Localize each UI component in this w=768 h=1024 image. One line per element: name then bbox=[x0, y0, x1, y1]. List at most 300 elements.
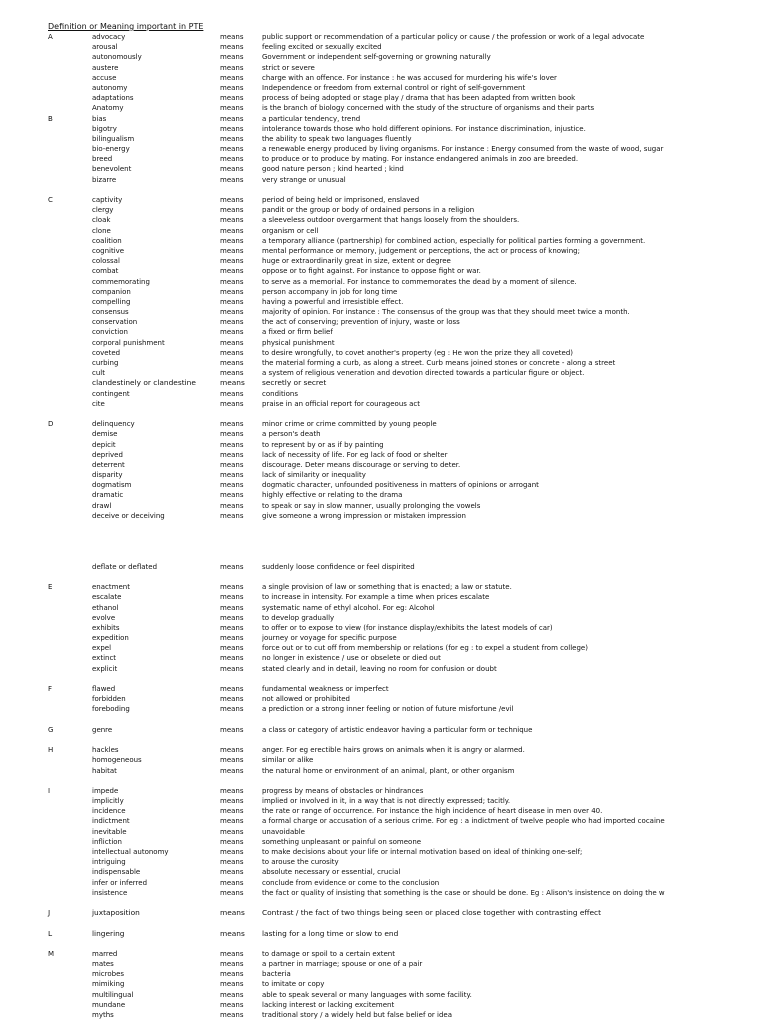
vocab-word: consensus bbox=[92, 308, 129, 317]
vocab-word: enactment bbox=[92, 583, 130, 592]
means-label: means bbox=[220, 155, 244, 164]
section-letter: B bbox=[48, 114, 53, 123]
vocab-row bbox=[0, 562, 768, 572]
means-label: means bbox=[220, 175, 244, 184]
vocab-definition: majority of opinion. For instance : The consensus of the group was that they should meet twice a month. bbox=[262, 308, 630, 317]
vocab-row bbox=[0, 144, 768, 154]
blank-row bbox=[0, 541, 768, 551]
means-label: means bbox=[220, 94, 244, 103]
vocab-row bbox=[0, 878, 768, 888]
means-label: means bbox=[220, 297, 244, 306]
blank-row bbox=[0, 572, 768, 582]
vocab-row bbox=[0, 888, 768, 898]
vocab-definition: organism or cell bbox=[262, 226, 319, 235]
vocab-definition: not allowed or prohibited bbox=[262, 695, 350, 704]
means-label: means bbox=[220, 53, 244, 62]
vocab-word: curbing bbox=[92, 359, 119, 367]
vocab-definition: praise in an official report for courageous act bbox=[262, 399, 421, 408]
vocab-row bbox=[0, 766, 768, 776]
vocab-word: bizarre bbox=[92, 175, 117, 184]
vocab-word: explicit bbox=[92, 664, 118, 673]
vocab-row bbox=[0, 684, 768, 694]
vocab-row bbox=[0, 389, 768, 399]
vocab-word: disparity bbox=[92, 471, 123, 480]
vocab-definition: oppose or to fight against. For instance to oppose fight or war. bbox=[262, 267, 481, 276]
means-label: means bbox=[220, 277, 244, 286]
vocab-row bbox=[0, 603, 768, 613]
means-label: means bbox=[220, 990, 244, 999]
means-label: means bbox=[220, 878, 244, 887]
means-label: means bbox=[220, 430, 244, 439]
vocab-word: mundane bbox=[92, 1000, 126, 1009]
vocab-word: incidence bbox=[92, 807, 126, 816]
vocab-row bbox=[0, 959, 768, 969]
vocab-word: forbidden bbox=[92, 695, 126, 704]
means-label: means bbox=[220, 287, 244, 296]
vocab-definition: traditional story / a widely held but false belief or idea bbox=[262, 1011, 453, 1019]
means-label: means bbox=[220, 63, 244, 72]
vocab-word: corporal punishment bbox=[92, 338, 165, 347]
means-label: means bbox=[220, 960, 244, 969]
vocab-definition: the rate or range of occurrence. For instance the high incidence of heart disease in men over 40. bbox=[262, 807, 603, 816]
vocab-word: benevolent bbox=[92, 165, 132, 174]
vocab-definition: to develop gradually bbox=[262, 613, 335, 622]
means-label: means bbox=[220, 928, 245, 938]
vocab-word: conservation bbox=[92, 318, 138, 327]
section-letter: I bbox=[48, 786, 51, 795]
vocab-definition: to produce or to produce by mating. For instance endangered animals in zoo are breeded. bbox=[262, 155, 579, 164]
vocab-word: genre bbox=[92, 725, 113, 734]
means-label: means bbox=[220, 450, 244, 459]
means-label: means bbox=[220, 837, 244, 846]
vocab-definition: is the branch of biology concerned with the study of the structure of organisms and their parts bbox=[262, 104, 595, 113]
means-label: means bbox=[220, 817, 244, 826]
vocab-word: juxtaposition bbox=[92, 908, 140, 918]
vocab-row bbox=[0, 348, 768, 358]
vocab-definition: minor crime or crime committed by young people bbox=[262, 420, 437, 429]
means-label: means bbox=[220, 756, 244, 765]
vocab-row bbox=[0, 990, 768, 1000]
vocab-word: cult bbox=[92, 369, 105, 378]
means-label: means bbox=[220, 73, 244, 82]
vocab-word: extinct bbox=[92, 654, 117, 663]
means-label: means bbox=[220, 562, 244, 571]
vocab-definition: person accompany in job for long time bbox=[262, 287, 398, 296]
vocab-word: arousal bbox=[92, 43, 118, 52]
vocab-word: commemorating bbox=[92, 277, 150, 286]
vocab-row bbox=[0, 704, 768, 714]
vocab-definition: anger. For eg erectible hairs grows on animals when it is angry or alarmed. bbox=[262, 746, 525, 755]
means-label: means bbox=[220, 908, 245, 918]
vocab-row bbox=[0, 164, 768, 174]
means-label: means bbox=[220, 634, 244, 643]
vocab-word: infer or inferred bbox=[92, 878, 148, 887]
vocab-definition: to arouse the curosity bbox=[262, 858, 339, 867]
vocab-definition: suddenly loose confidence or feel dispirited bbox=[262, 562, 415, 571]
vocab-word: homogeneous bbox=[92, 756, 142, 765]
vocab-row bbox=[0, 1000, 768, 1010]
vocab-definition: highly effective or relating to the drama bbox=[262, 491, 403, 500]
vocab-definition: the fact or quality of insisting that something is the case or should be done. Eg : Alison's insistence on doing the w bbox=[262, 888, 665, 897]
vocab-definition: absolute necessary or essential, crucial bbox=[262, 868, 401, 877]
vocab-word: deceive or deceiving bbox=[92, 511, 165, 520]
document-title: Definition or Meaning important in PTE bbox=[48, 22, 204, 31]
blank-row bbox=[0, 185, 768, 195]
vocab-row bbox=[0, 103, 768, 113]
vocab-row bbox=[0, 236, 768, 246]
vocab-definition: intolerance towards those who hold different opinions. For instance discrimination, injustice. bbox=[262, 124, 586, 133]
vocab-word: captivity bbox=[92, 196, 123, 204]
means-label: means bbox=[220, 216, 244, 225]
vocab-definition: fundamental weakness or imperfect bbox=[262, 685, 389, 693]
vocab-word: clandestinely or clandestine bbox=[92, 378, 196, 388]
vocab-word: lingering bbox=[92, 928, 125, 938]
vocab-definition: a fixed or firm belief bbox=[262, 328, 333, 337]
vocab-row bbox=[0, 1010, 768, 1020]
blank-row bbox=[0, 735, 768, 745]
means-label: means bbox=[220, 338, 244, 347]
means-label: means bbox=[220, 420, 244, 429]
vocab-row bbox=[0, 694, 768, 704]
vocab-row bbox=[0, 847, 768, 857]
vocab-definition: to imitate or copy bbox=[262, 980, 325, 989]
vocab-definition: unavoidable bbox=[262, 827, 305, 836]
vocab-definition: to serve as a memorial. For instance to commemorates the dead by a moment of silence. bbox=[262, 277, 577, 286]
vocab-word: conviction bbox=[92, 328, 128, 337]
vocab-word: expel bbox=[92, 644, 112, 653]
means-label: means bbox=[220, 858, 244, 867]
vocab-word: drawl bbox=[92, 501, 112, 510]
means-label: means bbox=[220, 43, 244, 52]
vocab-row bbox=[0, 429, 768, 439]
vocab-word: colossal bbox=[92, 257, 120, 266]
vocab-word: cognitive bbox=[92, 246, 125, 255]
vocab-definition: lack of similarity or inequality bbox=[262, 471, 366, 480]
vocab-word: intriguing bbox=[92, 858, 126, 867]
vocab-definition: public support or recommendation of a particular policy or cause / the profession or work of a legal advocate bbox=[262, 33, 645, 41]
vocab-row bbox=[0, 796, 768, 806]
means-label: means bbox=[220, 583, 244, 592]
means-label: means bbox=[220, 369, 244, 378]
vocab-row bbox=[0, 664, 768, 674]
vocab-row bbox=[0, 440, 768, 450]
means-label: means bbox=[220, 308, 244, 317]
vocab-word: habitat bbox=[92, 766, 117, 775]
means-label: means bbox=[220, 827, 244, 836]
vocab-row bbox=[0, 195, 768, 205]
vocab-row bbox=[0, 358, 768, 368]
vocab-definition: Independence or freedom from external control or right of self-government bbox=[262, 83, 526, 92]
means-label: means bbox=[220, 83, 244, 92]
vocab-word: bigotry bbox=[92, 124, 117, 133]
means-label: means bbox=[220, 196, 244, 204]
vocab-row bbox=[0, 908, 768, 918]
means-label: means bbox=[220, 888, 244, 897]
vocab-definition: a particular tendency, trend bbox=[262, 114, 361, 123]
vocab-definition: implied or involved in it, in a way that is not directly expressed; tacitly. bbox=[262, 797, 511, 806]
vocab-definition: pandit or the group or body of ordained persons in a religion bbox=[262, 206, 475, 215]
blank-row bbox=[0, 531, 768, 541]
vocab-word: demise bbox=[92, 430, 118, 439]
vocab-word: dramatic bbox=[92, 491, 124, 500]
vocab-definition: mental performance or memory, judgement or perceptions, the act or process of knowing; bbox=[262, 246, 580, 255]
vocab-definition: feeling excited or sexually excited bbox=[262, 43, 382, 52]
means-label: means bbox=[220, 868, 244, 877]
vocab-definition: force out or to cut off from membership or relations (for eg : to expel a student from college) bbox=[262, 644, 588, 653]
vocab-word: ethanol bbox=[92, 603, 119, 612]
vocab-word: Anatomy bbox=[92, 104, 124, 113]
vocab-word: compelling bbox=[92, 297, 131, 306]
vocab-definition: a renewable energy produced by living organisms. For instance : Energy consumed from the waste of wood, sugar bbox=[262, 145, 664, 154]
means-label: means bbox=[220, 613, 244, 622]
section-letter: M bbox=[48, 949, 55, 958]
vocab-word: indictment bbox=[92, 817, 130, 826]
vocab-row bbox=[0, 93, 768, 103]
vocab-definition: the ability to speak two languages fluently bbox=[262, 134, 412, 143]
vocab-definition: huge or extraordinarily great in size, extent or degree bbox=[262, 257, 451, 266]
vocab-row bbox=[0, 613, 768, 623]
vocab-definition: a sleeveless outdoor overgarment that hangs loosely from the shoulders. bbox=[262, 216, 520, 225]
means-label: means bbox=[220, 114, 244, 123]
vocab-word: myths bbox=[92, 1011, 114, 1019]
vocab-row bbox=[0, 154, 768, 164]
vocab-word: exhibits bbox=[92, 623, 120, 632]
vocab-row bbox=[0, 633, 768, 643]
vocab-row bbox=[0, 114, 768, 124]
vocab-definition: journey or voyage for specific purpose bbox=[262, 634, 397, 643]
vocab-row bbox=[0, 623, 768, 633]
vocab-word: marred bbox=[92, 949, 118, 958]
vocab-definition: give someone a wrong impression or mistaken impression bbox=[262, 511, 466, 520]
vocab-word: accuse bbox=[92, 73, 117, 82]
vocab-row bbox=[0, 297, 768, 307]
means-label: means bbox=[220, 766, 244, 775]
means-label: means bbox=[220, 378, 245, 388]
means-label: means bbox=[220, 664, 244, 673]
blank-row bbox=[0, 939, 768, 949]
means-label: means bbox=[220, 705, 244, 714]
vocab-definition: systematic name of ethyl alcohol. For eg: Alcohol bbox=[262, 603, 435, 612]
vocab-definition: physical punishment bbox=[262, 338, 335, 347]
vocab-definition: similar or alike bbox=[262, 756, 314, 765]
means-label: means bbox=[220, 328, 244, 337]
vocab-definition: to make decisions about your life or internal motivation based on ideal of thinking one-self; bbox=[262, 848, 583, 856]
vocab-definition: very strange or unusual bbox=[262, 175, 346, 184]
vocab-definition: conditions bbox=[262, 389, 299, 398]
vocab-row bbox=[0, 124, 768, 134]
vocab-row bbox=[0, 277, 768, 287]
vocab-word: evolve bbox=[92, 613, 116, 622]
vocab-definition: a prediction or a strong inner feeling or notion of future misfortune /evil bbox=[262, 705, 514, 714]
blank-row bbox=[0, 715, 768, 725]
vocab-row bbox=[0, 134, 768, 144]
vocab-row bbox=[0, 205, 768, 215]
means-label: means bbox=[220, 685, 244, 693]
vocab-word: cite bbox=[92, 399, 105, 408]
vocab-definition: lasting for a long time or slow to end bbox=[262, 928, 399, 938]
means-label: means bbox=[220, 318, 244, 327]
vocab-word: delinquency bbox=[92, 420, 135, 429]
vocab-word: clergy bbox=[92, 206, 114, 215]
vocab-definition: strict or severe bbox=[262, 63, 315, 72]
section-letter: J bbox=[48, 908, 51, 918]
vocab-row bbox=[0, 867, 768, 877]
means-label: means bbox=[220, 440, 244, 449]
vocab-word: autonomously bbox=[92, 53, 142, 62]
blank-row bbox=[0, 409, 768, 419]
vocab-word: coveted bbox=[92, 348, 121, 357]
vocab-word: mimiking bbox=[92, 980, 125, 989]
section-letter: G bbox=[48, 725, 54, 734]
vocab-row bbox=[0, 215, 768, 225]
vocab-row bbox=[0, 368, 768, 378]
vocab-definition: discourage. Deter means discourage or serving to deter. bbox=[262, 460, 461, 469]
vocab-word: breed bbox=[92, 155, 113, 164]
means-label: means bbox=[220, 471, 244, 480]
blank-row bbox=[0, 776, 768, 786]
vocab-word: combat bbox=[92, 267, 119, 276]
vocab-word: deterrent bbox=[92, 460, 125, 469]
vocab-definition: good nature person ; kind hearted ; kind bbox=[262, 165, 404, 174]
means-label: means bbox=[220, 980, 244, 989]
means-label: means bbox=[220, 267, 244, 276]
vocab-definition: dogmatic character, unfounded positiveness in matters of opinions or arrogant bbox=[262, 481, 539, 490]
blank-row bbox=[0, 552, 768, 562]
vocab-definition: the material forming a curb, as along a street. Curb means joined stones or concrete - along a street bbox=[262, 359, 616, 367]
vocab-definition: something unpleasant or painful on someone bbox=[262, 837, 422, 846]
means-label: means bbox=[220, 786, 244, 795]
blank-row bbox=[0, 898, 768, 908]
vocab-row bbox=[0, 338, 768, 348]
means-label: means bbox=[220, 654, 244, 663]
vocab-word: bio-energy bbox=[92, 145, 130, 154]
vocab-row bbox=[0, 786, 768, 796]
means-label: means bbox=[220, 226, 244, 235]
vocab-row bbox=[0, 480, 768, 490]
vocab-word: mates bbox=[92, 960, 114, 969]
means-label: means bbox=[220, 511, 244, 520]
means-label: means bbox=[220, 725, 244, 734]
vocab-word: implicitly bbox=[92, 797, 124, 806]
vocab-word: inevitable bbox=[92, 827, 127, 836]
vocab-definition: no longer in existence / use or obselete or died out bbox=[262, 654, 441, 663]
section-letter: E bbox=[48, 583, 53, 592]
vocab-definition: a system of religious veneration and devotion directed towards a particular figure or object. bbox=[262, 369, 585, 378]
vocab-row bbox=[0, 643, 768, 653]
vocab-row bbox=[0, 806, 768, 816]
blank-row bbox=[0, 521, 768, 531]
vocab-word: dogmatism bbox=[92, 481, 132, 490]
vocab-definition: to speak or say in slow manner, usually prolonging the vowels bbox=[262, 501, 481, 510]
vocab-word: bilingualism bbox=[92, 134, 135, 143]
means-label: means bbox=[220, 33, 244, 41]
vocab-row bbox=[0, 755, 768, 765]
vocab-word: deprived bbox=[92, 450, 123, 459]
means-label: means bbox=[220, 797, 244, 806]
vocab-row bbox=[0, 582, 768, 592]
means-label: means bbox=[220, 246, 244, 255]
vocab-row bbox=[0, 979, 768, 989]
vocab-row bbox=[0, 929, 768, 939]
means-label: means bbox=[220, 124, 244, 133]
vocab-definition: conclude from evidence or come to the conclusion bbox=[262, 878, 440, 887]
means-label: means bbox=[220, 257, 244, 266]
vocab-word: depicit bbox=[92, 440, 116, 449]
vocab-definition: having a powerful and irresistible effect. bbox=[262, 297, 404, 306]
vocab-row bbox=[0, 327, 768, 337]
vocab-definition: to represent by or as if by painting bbox=[262, 440, 384, 449]
vocab-definition: a class or category of artistic endeavor having a particular form or technique bbox=[262, 725, 533, 734]
vocab-row bbox=[0, 460, 768, 470]
means-label: means bbox=[220, 746, 244, 755]
vocab-definition: the natural home or environment of an animal, plant, or other organism bbox=[262, 766, 515, 775]
vocab-definition: able to speak several or many languages with some facility. bbox=[262, 990, 472, 999]
vocab-row bbox=[0, 307, 768, 317]
vocab-row bbox=[0, 501, 768, 511]
section-letter: H bbox=[48, 746, 54, 755]
section-letter: D bbox=[48, 420, 54, 429]
vocab-row bbox=[0, 490, 768, 500]
vocab-word: infliction bbox=[92, 837, 122, 846]
vocab-definition: to damage or spoil to a certain extent bbox=[262, 949, 395, 958]
vocab-definition: period of being held or imprisoned, enslaved bbox=[262, 196, 420, 204]
means-label: means bbox=[220, 970, 244, 979]
vocab-word: advocacy bbox=[92, 33, 126, 41]
vocab-word: bias bbox=[92, 114, 107, 123]
means-label: means bbox=[220, 1011, 244, 1019]
means-label: means bbox=[220, 145, 244, 154]
means-label: means bbox=[220, 695, 244, 704]
means-label: means bbox=[220, 236, 244, 245]
vocab-row bbox=[0, 32, 768, 42]
vocab-row bbox=[0, 419, 768, 429]
vocab-row bbox=[0, 246, 768, 256]
vocab-definition: a person's death bbox=[262, 430, 321, 439]
vocab-definition: charge with an offence. For instance : he was accused for murdering his wife's lover bbox=[262, 73, 557, 82]
vocab-word: flawed bbox=[92, 685, 116, 693]
vocab-definition: Contrast / the fact of two things being seen or placed close together with contrasting effect bbox=[262, 908, 602, 918]
vocab-word: clone bbox=[92, 226, 111, 235]
vocab-word: cloak bbox=[92, 216, 111, 225]
vocab-definition: lacking interest or lacking excitement bbox=[262, 1000, 395, 1009]
vocab-row bbox=[0, 450, 768, 460]
vocab-word: adaptations bbox=[92, 94, 134, 103]
means-label: means bbox=[220, 623, 244, 632]
vocab-row bbox=[0, 256, 768, 266]
vocab-row bbox=[0, 725, 768, 735]
means-label: means bbox=[220, 460, 244, 469]
vocab-row bbox=[0, 816, 768, 826]
blank-row bbox=[0, 674, 768, 684]
vocab-row bbox=[0, 969, 768, 979]
vocab-row bbox=[0, 73, 768, 83]
means-label: means bbox=[220, 848, 244, 856]
means-label: means bbox=[220, 104, 244, 113]
vocab-definition: to increase in intensity. For example a time when prices escalate bbox=[262, 593, 490, 602]
vocabulary-list bbox=[0, 32, 768, 1020]
vocab-row bbox=[0, 42, 768, 52]
vocab-word: insistence bbox=[92, 888, 128, 897]
vocab-word: indispensable bbox=[92, 868, 141, 877]
vocab-definition: a partner in marriage; spouse or one of a pair bbox=[262, 960, 423, 969]
vocab-row bbox=[0, 470, 768, 480]
vocab-definition: to desire wrongfully, to covet another's property (eg : He won the prize they all coveted) bbox=[262, 348, 574, 357]
means-label: means bbox=[220, 644, 244, 653]
means-label: means bbox=[220, 501, 244, 510]
vocab-row bbox=[0, 83, 768, 93]
vocab-row bbox=[0, 949, 768, 959]
vocab-word: coalition bbox=[92, 236, 122, 245]
